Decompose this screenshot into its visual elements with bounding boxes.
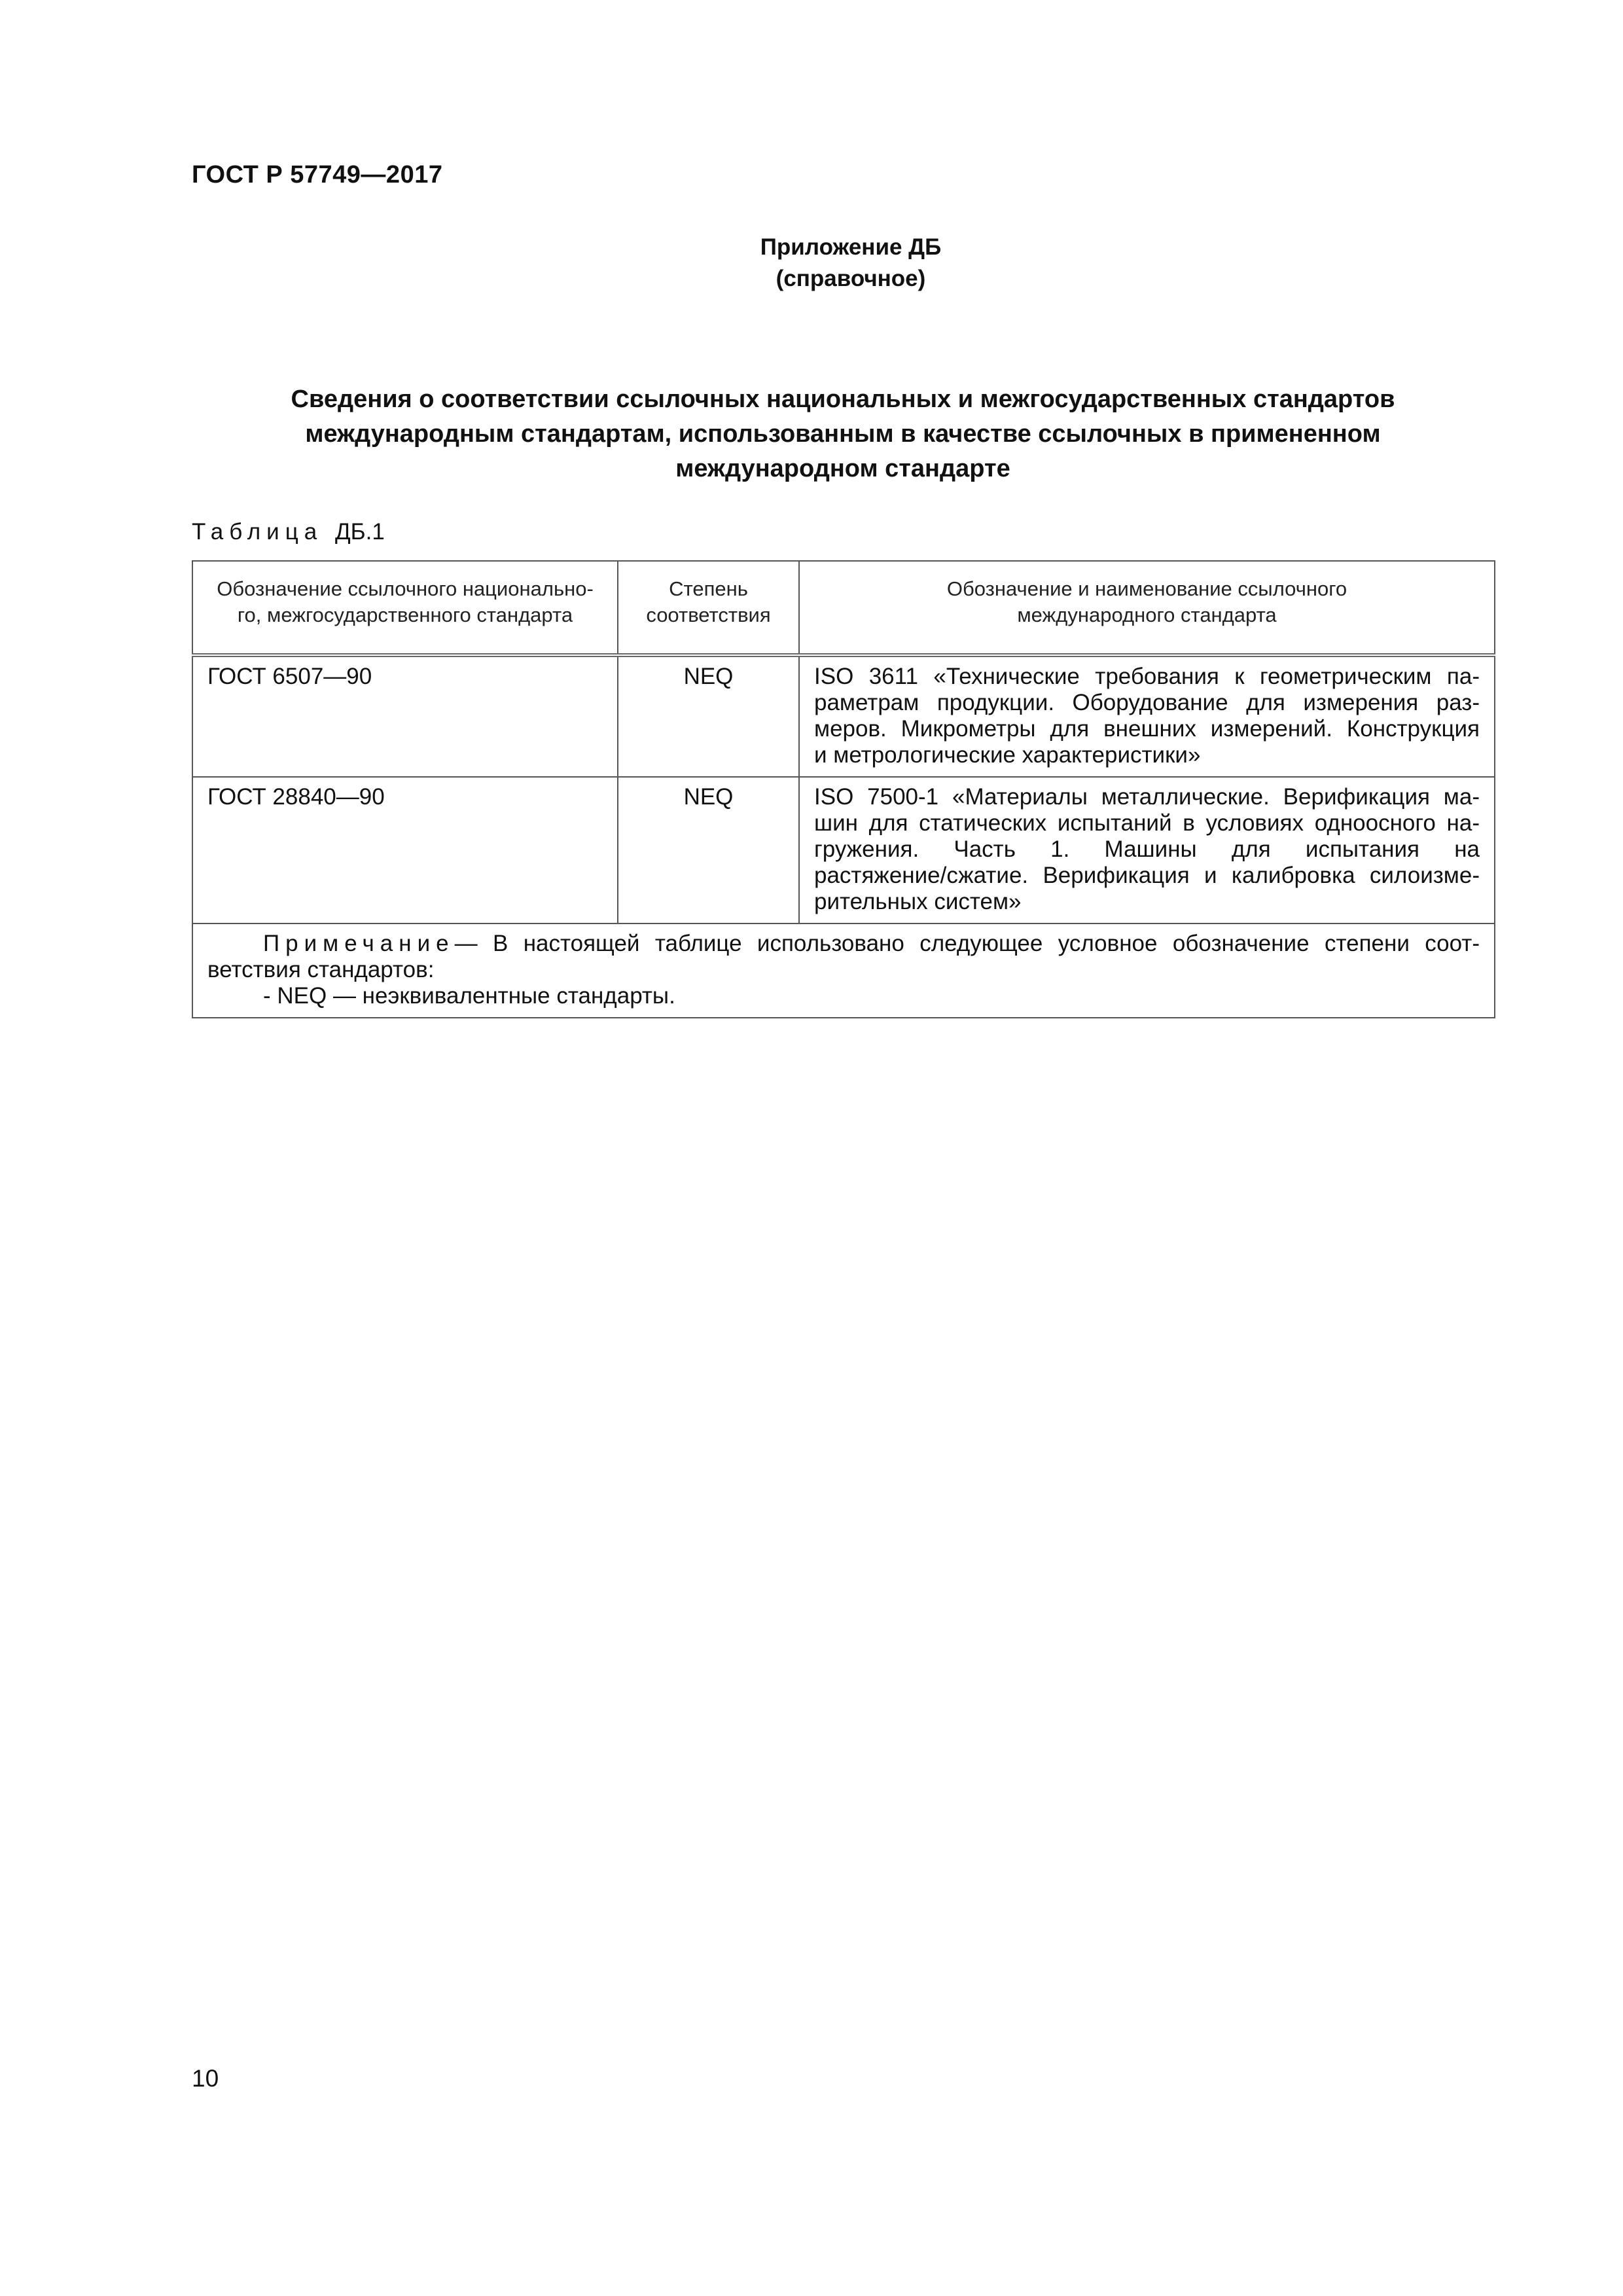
- title-line-3: международном стандарте: [675, 455, 1010, 482]
- intl-line: шин для статических испытаний в условиях одноосного на-: [814, 810, 1480, 836]
- note-text-1: — В настоящей таблице использовано следующее условное обозначение степени соот-: [454, 931, 1480, 956]
- appendix-title: [192, 382, 1494, 486]
- header-national-line-1: Обозначение ссылочного национально-: [217, 577, 594, 600]
- table-caption-number: ДБ.1: [334, 519, 385, 545]
- correspondence-table: [192, 560, 1495, 1018]
- table-note-row: [192, 924, 1495, 1018]
- intl-line: меров. Микрометры для внешних измерений. Конструкция: [814, 716, 1480, 742]
- table-note: [192, 924, 1495, 1018]
- header-degree-line-2: соответствия: [646, 603, 771, 626]
- cell-international-standard: [799, 655, 1495, 777]
- page-number: 10: [192, 2065, 219, 2092]
- header-degree-line-1: Степень: [669, 577, 748, 600]
- table-row: [192, 655, 1495, 777]
- intl-line: ISO 3611 «Технические требования к геометрическим па-: [814, 664, 1480, 689]
- intl-line: и метрологические характеристики»: [814, 742, 1201, 768]
- appendix-heading: [654, 232, 1047, 295]
- table-row: [192, 777, 1495, 924]
- note-item: - NEQ — неэквивалентные стандарты.: [263, 983, 675, 1009]
- header-national-line-2: го, межгосударственного стандарта: [237, 603, 573, 626]
- cell-degree: NEQ: [618, 655, 799, 777]
- header-international-standard: [799, 561, 1495, 655]
- note-label: Примечание: [263, 931, 455, 956]
- title-line-2: международным стандартам, использованным в качестве ссылочных в примененном: [305, 420, 1381, 448]
- cell-national-standard: ГОСТ 6507—90: [192, 655, 618, 777]
- header-national-standard: [192, 561, 618, 655]
- title-line-1: Сведения о соответствии ссылочных национальных и межгосударственных стандартов: [291, 386, 1395, 413]
- header-degree: [618, 561, 799, 655]
- note-line-1: [207, 931, 1480, 957]
- appendix-label: Приложение ДБ: [760, 234, 942, 260]
- cell-degree: NEQ: [618, 777, 799, 924]
- intl-line: рительных систем»: [814, 889, 1022, 914]
- intl-line: растяжение/сжатие. Верификация и калибровка силоизме-: [814, 863, 1480, 888]
- header-international-line-2: международного стандарта: [1017, 603, 1277, 626]
- table-caption-word: Таблица: [192, 519, 323, 545]
- cell-international-standard: [799, 777, 1495, 924]
- intl-line: раметрам продукции. Оборудование для измерения раз-: [814, 690, 1480, 715]
- appendix-kind: (справочное): [776, 266, 926, 291]
- intl-line: гружения. Часть 1. Машины для испытания на: [814, 836, 1480, 862]
- document-code: ГОСТ Р 57749—2017: [192, 161, 443, 188]
- header-international-line-1: Обозначение и наименование ссылочного: [946, 577, 1347, 600]
- table-header-row: [192, 561, 1495, 655]
- cell-national-standard: ГОСТ 28840—90: [192, 777, 618, 924]
- note-line-2: ветствия стандартов:: [207, 957, 435, 982]
- intl-line: ISO 7500-1 «Материалы металлические. Верификация ма-: [814, 784, 1480, 810]
- table-caption: [192, 519, 385, 545]
